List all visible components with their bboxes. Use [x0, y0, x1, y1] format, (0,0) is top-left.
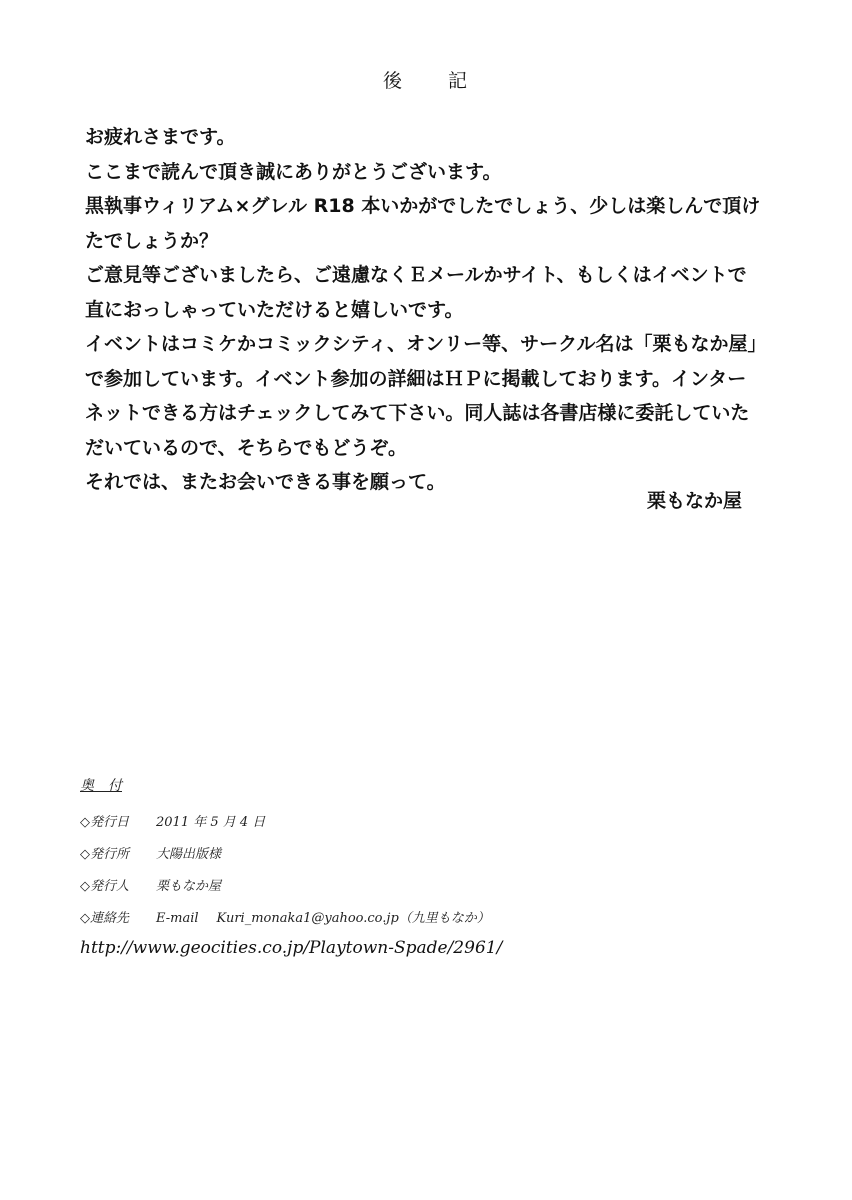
title-char-2: 記: [448, 70, 470, 92]
contact-email: Kuri_monaka1@yahoo.co.jp（九里もなか）: [216, 911, 490, 926]
colophon-row-printer: [80, 843, 490, 875]
body-line: 黒執事ウィリアム×グレル R18 本いかがでしたでしょう、少しは楽しんで頂け: [85, 195, 761, 217]
colophon-row-publisher: [80, 875, 490, 907]
colophon-row-contact: [80, 907, 490, 939]
title-char-1: 後: [382, 70, 404, 92]
body-line: それでは、またお会いできる事を願って。: [85, 471, 446, 493]
colophon: [80, 775, 490, 939]
body-line: で参加しています。イベント参加の詳細はＨＰに掲載しております。インター: [85, 367, 747, 390]
page-title: [0, 66, 852, 93]
contact-label: ◇連絡先: [80, 911, 129, 926]
body-line: ネットできる方はチェックしてみて下さい。同人誌は各書店様に委託していた: [85, 402, 750, 424]
printer-value: 大陽出版様: [156, 847, 222, 862]
body-line: お疲れさまです。: [85, 126, 236, 148]
contact-email-label: E-mail: [156, 911, 199, 926]
website-url: http://www.geocities.co.jp/Playtown-Spade/2961/: [80, 938, 503, 958]
body-line: たでしょうか？: [85, 229, 219, 252]
afterword-body: [85, 120, 765, 500]
signature: 栗もなか屋: [646, 490, 742, 512]
issue-date-value: 2011 年 5 月 4 日: [156, 815, 266, 830]
publisher-value: 栗もなか屋: [156, 879, 222, 894]
colophon-heading: 奥 付: [80, 778, 122, 794]
body-line: だいているので、そちらでもどうぞ。: [85, 436, 408, 459]
colophon-row-issue-date: [80, 811, 490, 843]
issue-date-label: ◇発行日: [80, 815, 129, 830]
body-line: イベントはコミケかコミックシティ、オンリー等、サークル名は「栗もなか屋」: [85, 333, 767, 355]
printer-label: ◇発行所: [80, 847, 129, 862]
body-line: ご意見等ございましたら、ご遠慮なくＥメールかサイト、もしくはイベントで: [85, 264, 747, 286]
publisher-label: ◇発行人: [80, 879, 129, 894]
body-line: ここまで読んで頂き誠にありがとうございます。: [85, 160, 502, 183]
body-line: 直におっしゃっていただけると嬉しいです。: [85, 298, 464, 321]
